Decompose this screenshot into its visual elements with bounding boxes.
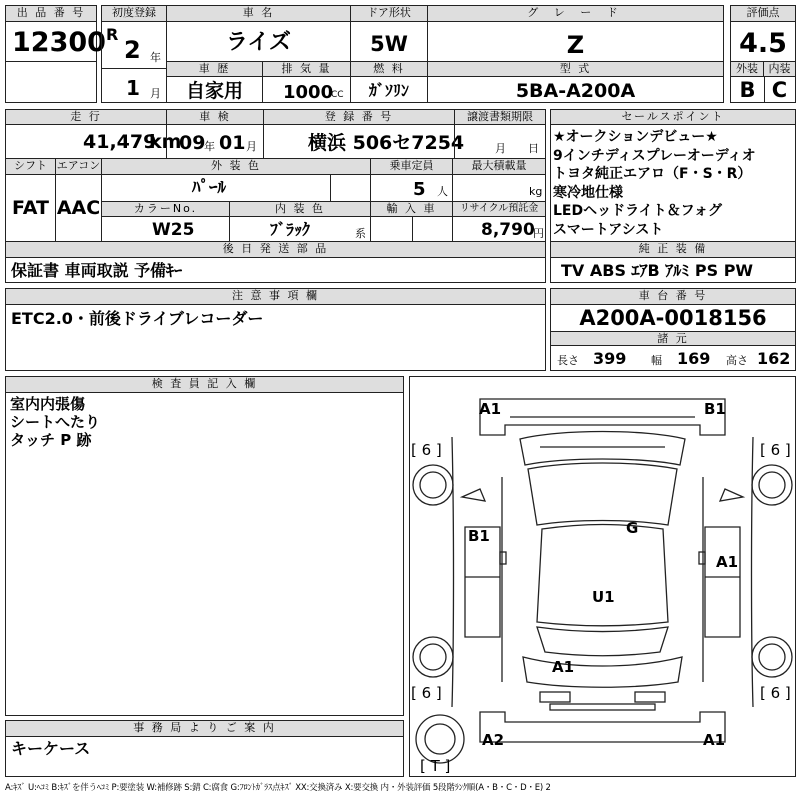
aircon-box bbox=[55, 158, 102, 242]
office-box bbox=[5, 720, 404, 777]
displacement-box bbox=[262, 61, 351, 103]
color-no-label: カラーNo. bbox=[102, 202, 229, 217]
mark-a2-rear-left: A2 bbox=[482, 731, 505, 749]
sales-point-line: 寒冷地仕様 bbox=[553, 184, 623, 201]
ext-color: ﾊﾟｰﾙ bbox=[192, 178, 226, 198]
mark-tire-fr: [ 6 ] bbox=[760, 441, 791, 459]
color-no-box bbox=[101, 201, 230, 242]
shift-label: シフト bbox=[6, 159, 55, 175]
mark-spare-tire: [ T ] bbox=[420, 757, 451, 775]
damage-diagram-box bbox=[409, 376, 796, 777]
mark-tire-rl: [ 6 ] bbox=[411, 684, 442, 702]
score-label: 評価点 bbox=[731, 6, 795, 22]
equipment-label: 純 正 装 備 bbox=[551, 242, 795, 258]
mark-a1-rear-right: A1 bbox=[703, 731, 726, 749]
width-label: 幅 bbox=[651, 354, 662, 367]
recycle-box bbox=[452, 201, 546, 242]
model-box bbox=[427, 61, 724, 103]
sales-points-box bbox=[550, 109, 796, 242]
fuel-label: 燃 料 bbox=[351, 62, 427, 77]
sales-points-list bbox=[553, 128, 756, 239]
office-note: キーケース bbox=[11, 739, 91, 758]
interior-grade: C bbox=[771, 78, 788, 102]
capacity-box bbox=[370, 158, 453, 202]
int-color: ﾌﾞﾗｯｸ bbox=[270, 220, 311, 239]
office-label: 事 務 局 よ り ご 案 内 bbox=[6, 721, 403, 737]
equipment: TV ABS ｴｱB ｱﾙﾐ PS PW bbox=[561, 261, 754, 280]
door-box bbox=[350, 5, 428, 62]
mileage-box bbox=[5, 109, 182, 159]
shift: FAT bbox=[12, 197, 49, 219]
history-label: 車 歴 bbox=[167, 62, 262, 77]
fuel-box bbox=[350, 61, 428, 103]
mark-g-windshield: G bbox=[626, 519, 639, 537]
inspector-line: 室内内張傷 bbox=[10, 395, 86, 413]
history-box bbox=[166, 61, 263, 103]
later-parts-label: 後 日 発 送 部 品 bbox=[6, 242, 545, 258]
transfer-month-unit: 月 bbox=[495, 142, 506, 155]
height-label: 高さ bbox=[726, 354, 748, 367]
max-load-label: 最大積載量 bbox=[453, 159, 545, 175]
door-type: 5W bbox=[370, 32, 408, 56]
max-load-unit: kg bbox=[529, 185, 543, 198]
inspector-line: タッチ P 跡 bbox=[10, 431, 92, 449]
chassis-box bbox=[550, 288, 796, 371]
length: 399 bbox=[593, 349, 627, 368]
sales-point-line: スマートアシスト bbox=[553, 221, 664, 238]
lot-number-label: 出 品 番 号 bbox=[6, 6, 96, 22]
import-label: 輸 入 車 bbox=[371, 202, 452, 217]
inspection-box bbox=[166, 109, 264, 159]
door-label: ドア形状 bbox=[351, 6, 427, 22]
later-parts-box bbox=[5, 241, 546, 283]
length-label: 長さ bbox=[557, 354, 579, 367]
mileage-unit: km bbox=[149, 131, 182, 153]
aircon-label: エアコン bbox=[56, 159, 101, 175]
later-parts: 保証書 車両取説 予備ｷｰ bbox=[11, 261, 183, 280]
capacity: 5 bbox=[413, 179, 426, 200]
int-color-box bbox=[229, 201, 371, 242]
inspection-year: 09 bbox=[179, 132, 206, 154]
specs-label: 諸 元 bbox=[551, 331, 795, 346]
sales-point-line: 9インチディスプレーオーディオ bbox=[553, 147, 756, 164]
car-diagram bbox=[410, 377, 795, 776]
recycle-fee: 8,790 bbox=[481, 220, 535, 240]
displacement-label: 排 気 量 bbox=[263, 62, 350, 77]
lot-number: 12300 bbox=[12, 27, 106, 58]
mark-tire-fl: [ 6 ] bbox=[411, 441, 442, 459]
mark-tire-rr: [ 6 ] bbox=[760, 684, 791, 702]
inspection-label: 車 検 bbox=[167, 110, 263, 125]
transfer-deadline-label: 譲渡書類期限 bbox=[455, 110, 545, 125]
chassis-number: A200A-0018156 bbox=[579, 306, 767, 330]
notes-label: 注 意 事 項 欄 bbox=[6, 289, 545, 305]
exterior-grade: B bbox=[739, 78, 756, 102]
model-label: 型 式 bbox=[428, 62, 723, 77]
score: 4.5 bbox=[739, 28, 787, 59]
notes-box bbox=[5, 288, 546, 371]
model-code: 5BA-A200A bbox=[515, 80, 636, 102]
inspection-month: 01 bbox=[219, 132, 246, 154]
transfer-deadline-box bbox=[454, 109, 546, 159]
inspection-year-unit: 年 bbox=[204, 140, 215, 153]
shift-box bbox=[5, 158, 56, 242]
capacity-unit: 人 bbox=[437, 185, 448, 198]
first-registration-label: 初度登録 bbox=[102, 6, 166, 22]
color-no: W25 bbox=[152, 220, 195, 240]
notes: ETC2.0・前後ドライブレコーダー bbox=[11, 309, 264, 328]
import-box bbox=[370, 201, 453, 242]
sales-point-line: トヨタ純正エアロ（F・S・R） bbox=[553, 166, 752, 182]
mark-a1-front-left: A1 bbox=[479, 400, 502, 418]
displacement: 1000 bbox=[283, 82, 334, 103]
grade-box bbox=[427, 5, 724, 62]
lot-number-box bbox=[5, 5, 106, 62]
car-name: ライズ bbox=[225, 30, 292, 55]
mark-u1-roof: U1 bbox=[592, 588, 615, 606]
legend: A:ｷｽﾞ U:ﾍｺﾐ B:ｷｽﾞを伴うﾍｺﾐ P:要塗装 W:補修跡 S:錆 C:腐食 G:ﾌﾛﾝﾄｶﾞﾗｽ点ｷｽﾞ XX:交換済み X:要交換 内・外装評価 5段階ﾗﾝｸ順(A・B・C・D・E) 2 bbox=[5, 783, 551, 793]
aircon: AAC bbox=[56, 197, 101, 219]
era: R bbox=[106, 25, 119, 44]
mark-b1-left-door: B1 bbox=[468, 527, 490, 545]
sales-points-label: セールスポイント bbox=[551, 110, 795, 125]
reg-year: 2 bbox=[124, 36, 141, 64]
registration-number: 横浜 506セ7254 bbox=[308, 132, 465, 154]
chassis-label: 車 台 番 号 bbox=[551, 289, 795, 305]
inspector-line: シートへたり bbox=[10, 413, 101, 431]
score-box bbox=[730, 5, 796, 62]
capacity-label: 乗車定員 bbox=[371, 159, 452, 175]
equipment-box bbox=[550, 241, 796, 283]
mileage: 41,479 bbox=[83, 131, 157, 153]
grade: Z bbox=[566, 31, 585, 59]
ext-int-grade-box bbox=[730, 61, 796, 103]
ext-color-label: 外 装 色 bbox=[102, 159, 370, 175]
car-name-label: 車 名 bbox=[167, 6, 350, 22]
registration-number-box bbox=[263, 109, 465, 159]
fuel: ｶﾞｿﾘﾝ bbox=[368, 81, 409, 100]
height: 162 bbox=[757, 349, 791, 368]
int-color-unit: 系 bbox=[355, 227, 366, 240]
interior-label: 内装 bbox=[764, 62, 795, 77]
month-unit: 月 bbox=[150, 87, 161, 100]
registration-label: 登 録 番 号 bbox=[264, 110, 454, 125]
ext-color-box bbox=[101, 158, 371, 202]
recycle-unit: 円 bbox=[533, 227, 544, 240]
recycle-label: リサイクル預託金 bbox=[453, 202, 545, 217]
mark-a1-rear: A1 bbox=[552, 658, 575, 676]
sales-point-line: LEDヘッドライト＆フォグ bbox=[553, 203, 722, 219]
width: 169 bbox=[677, 349, 711, 368]
int-color-label: 内 装 色 bbox=[230, 202, 370, 217]
mileage-label: 走 行 bbox=[6, 110, 166, 125]
first-registration-box bbox=[101, 5, 167, 103]
displacement-unit: CC bbox=[331, 90, 344, 100]
grade-label: グ レ ー ド bbox=[428, 6, 723, 22]
inspection-month-unit: 月 bbox=[246, 140, 257, 153]
car-name-box bbox=[166, 5, 351, 62]
history: 自家用 bbox=[185, 80, 243, 102]
inspector-box bbox=[5, 376, 404, 716]
exterior-label: 外装 bbox=[731, 62, 764, 77]
mark-a1-right-door: A1 bbox=[716, 553, 739, 571]
inspector-notes bbox=[10, 395, 100, 449]
reg-month: 1 bbox=[126, 76, 140, 100]
sales-point-line: ★オークションデビュー★ bbox=[553, 129, 718, 145]
year-unit: 年 bbox=[150, 51, 161, 64]
mark-b1-front-right: B1 bbox=[704, 400, 726, 418]
max-load-box bbox=[452, 158, 546, 202]
transfer-day-unit: 日 bbox=[528, 142, 539, 155]
lot-blank-box bbox=[5, 61, 97, 103]
inspector-label: 検 査 員 記 入 欄 bbox=[6, 377, 403, 393]
